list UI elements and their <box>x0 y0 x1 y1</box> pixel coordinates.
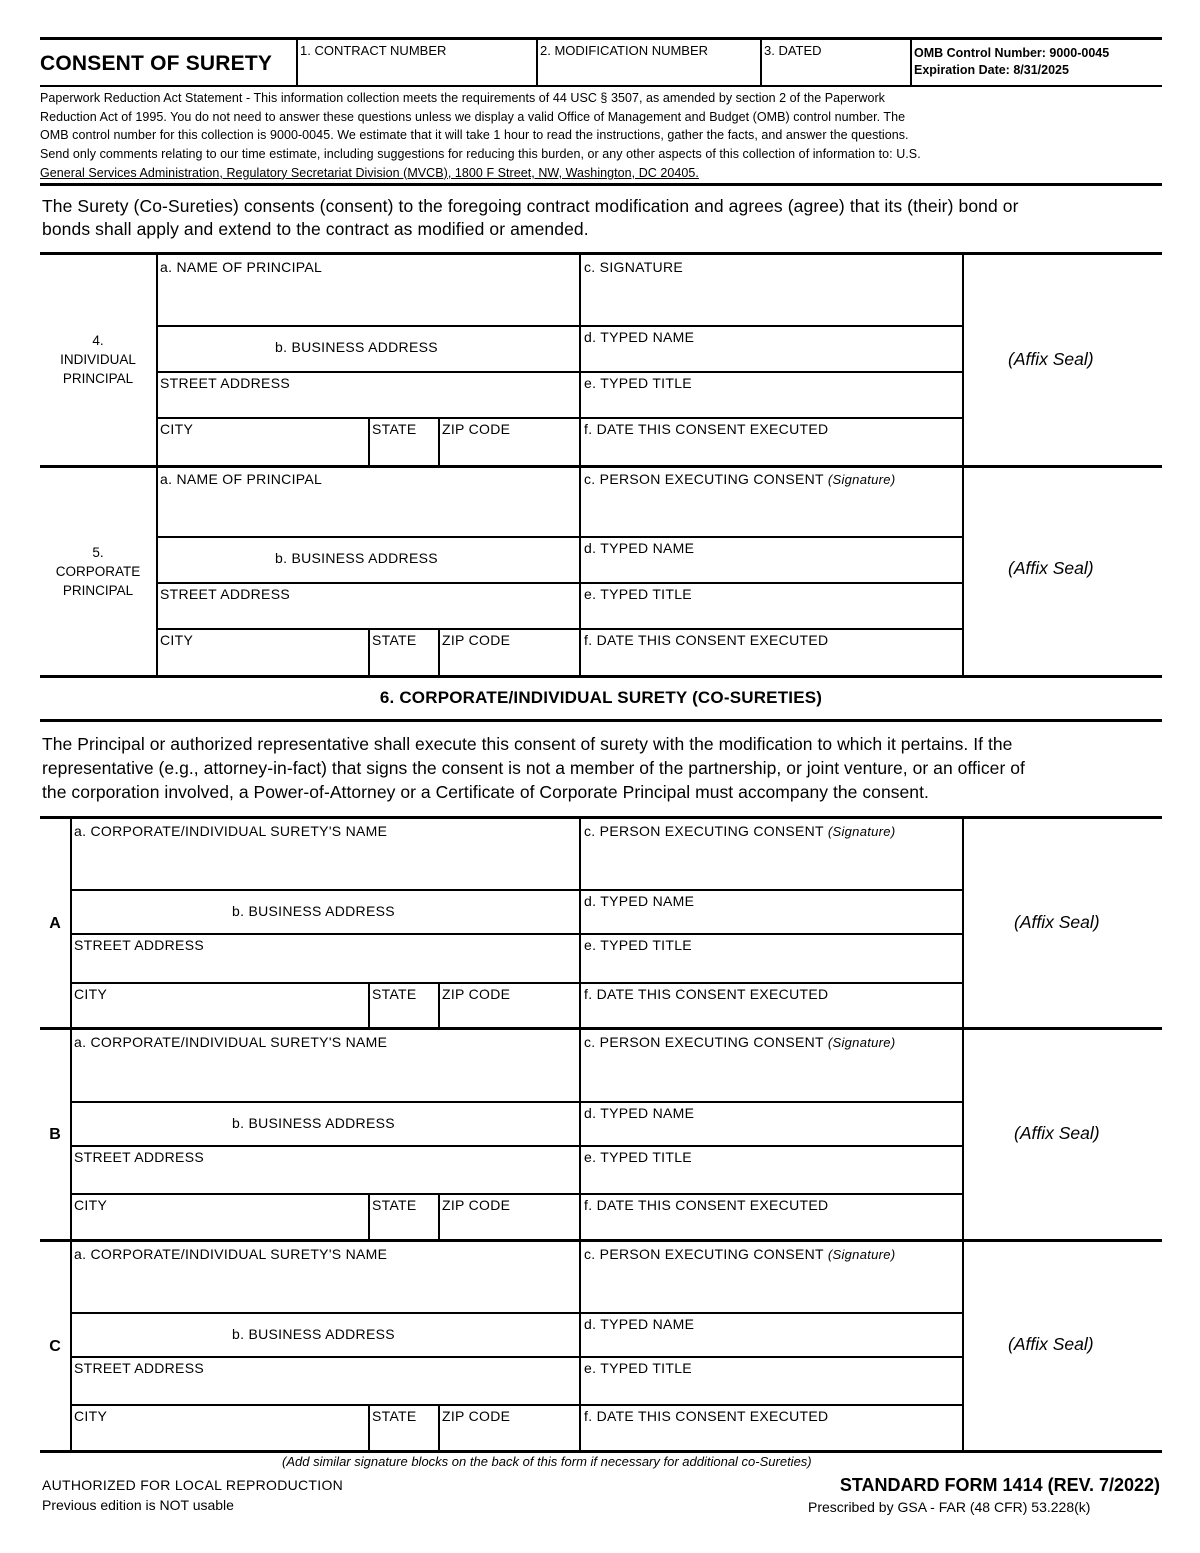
surety-name-field[interactable]: a. CORPORATE/INDIVIDUAL SURETY'S NAME <box>74 1034 388 1051</box>
surety-letter: C <box>49 1337 61 1355</box>
block-label: 4. INDIVIDUAL PRINCIPAL <box>60 333 136 387</box>
person-executing-field[interactable]: c. PERSON EXECUTING CONSENT (Signature) <box>584 470 896 487</box>
business-address-label: b. BUSINESS ADDRESS <box>232 1115 395 1132</box>
expiration-date: Expiration Date: 8/31/2025 <box>914 63 1069 77</box>
consent-line: bonds shall apply and extend to the contract as modified or amended. <box>42 218 589 239</box>
pra-line: Paperwork Reduction Act Statement - This information collection meets the requirements of 44 USC § 3507, as amended by section 2 of the Paperwork <box>40 91 885 105</box>
dated-label: 3. DATED <box>764 43 822 58</box>
city-field[interactable]: CITY <box>74 986 108 1003</box>
modification-number-field[interactable] <box>536 40 760 85</box>
form-header <box>40 37 1162 87</box>
person-executing-field[interactable]: c. PERSON EXECUTING CONSENT (Signature) <box>584 1246 896 1263</box>
typed-name-field[interactable]: d. TYPED NAME <box>584 1316 695 1333</box>
city-field[interactable]: CITY <box>74 1408 108 1425</box>
previous-edition-note: Previous edition is NOT usable <box>42 1497 234 1514</box>
street-address-field[interactable]: STREET ADDRESS <box>160 585 290 602</box>
omb-control-number: OMB Control Number: 9000-0045 <box>914 46 1110 60</box>
paperwork-reduction-statement <box>40 89 1162 183</box>
city-field[interactable]: CITY <box>160 420 194 437</box>
individual-principal-block <box>40 252 1162 465</box>
city-field[interactable]: CITY <box>160 631 194 648</box>
surety-name-field[interactable]: a. CORPORATE/INDIVIDUAL SURETY'S NAME <box>74 823 388 840</box>
principal-name-field[interactable]: a. NAME OF PRINCIPAL <box>160 258 323 275</box>
consent-statement <box>40 186 1162 252</box>
form-page <box>40 37 1162 1533</box>
date-executed-field[interactable]: f. DATE THIS CONSENT EXECUTED <box>584 1408 829 1425</box>
authorized-reproduction: AUTHORIZED FOR LOCAL REPRODUCTION <box>42 1477 344 1494</box>
typed-name-field[interactable]: d. TYPED NAME <box>584 328 695 345</box>
affix-seal-area: (Affix Seal) <box>1014 912 1100 933</box>
street-address-field[interactable]: STREET ADDRESS <box>74 1360 204 1377</box>
business-address-label: b. BUSINESS ADDRESS <box>232 903 395 920</box>
street-address-field[interactable]: STREET ADDRESS <box>74 1149 204 1166</box>
typed-title-field[interactable]: e. TYPED TITLE <box>584 937 692 954</box>
affix-seal-area: (Affix Seal) <box>1008 348 1094 369</box>
consent-line: The Surety (Co-Sureties) consents (consent) to the foregoing contract modification and agrees (agree) that its (their) bond or <box>42 195 1019 216</box>
typed-name-field[interactable]: d. TYPED NAME <box>584 893 695 910</box>
omb-info <box>910 40 1162 85</box>
section6-instructions: The Principal or authorized representative shall execute this consent of surety with the modification to which it pertains. If the representative (e.g., attorney-in-fact) that signs the consent is not a member of the partnership, or joint venture, or an officer of the corporation involved, a Power-of-Attorney or a Certificate of Corporate Principal must accompany the consent. <box>40 719 1162 817</box>
state-field[interactable]: STATE <box>372 420 417 437</box>
surety-block-b <box>40 1027 1162 1239</box>
state-field[interactable]: STATE <box>372 1408 417 1425</box>
pra-line: Reduction Act of 1995. You do not need to answer these questions unless we display a valid Office of Management and Budget (OMB) control number. The <box>40 109 906 124</box>
state-field[interactable]: STATE <box>372 986 417 1003</box>
form-identifier: STANDARD FORM 1414 (REV. 7/2022) <box>839 1475 1160 1496</box>
surety-letter: B <box>49 1126 61 1144</box>
business-address-label: b. BUSINESS ADDRESS <box>275 549 438 566</box>
surety-block-c <box>40 1239 1162 1450</box>
state-field[interactable]: STATE <box>372 1197 417 1214</box>
typed-title-field[interactable]: e. TYPED TITLE <box>584 585 692 602</box>
person-executing-field[interactable]: c. PERSON EXECUTING CONSENT (Signature) <box>584 1034 896 1051</box>
affix-seal-area: (Affix Seal) <box>1008 1334 1094 1355</box>
contract-number-field[interactable] <box>296 40 536 85</box>
pra-line: General Services Administration, Regulatory Secretariat Division (MVCB), 1800 F Street, NW, Washington, DC 20405. <box>40 165 699 180</box>
surety-block-a <box>40 816 1162 1027</box>
zip-code-field[interactable]: ZIP CODE <box>442 631 511 648</box>
contract-number-label: 1. CONTRACT NUMBER <box>300 43 447 58</box>
affix-seal-area: (Affix Seal) <box>1008 557 1094 578</box>
additional-blocks-note: (Add similar signature blocks on the back of this form if necessary for additional co-Sureties) <box>282 1454 812 1470</box>
state-field[interactable]: STATE <box>372 631 417 648</box>
street-address-field[interactable]: STREET ADDRESS <box>74 937 204 954</box>
block-label: 5. CORPORATE PRINCIPAL <box>55 544 141 598</box>
typed-name-field[interactable]: d. TYPED NAME <box>584 539 695 556</box>
zip-code-field[interactable]: ZIP CODE <box>442 1408 511 1425</box>
principal-name-field[interactable]: a. NAME OF PRINCIPAL <box>160 470 323 487</box>
zip-code-field[interactable]: ZIP CODE <box>442 1197 511 1214</box>
date-executed-field[interactable]: f. DATE THIS CONSENT EXECUTED <box>584 631 829 648</box>
date-executed-field[interactable]: f. DATE THIS CONSENT EXECUTED <box>584 420 829 437</box>
form-footer <box>40 1450 1162 1533</box>
affix-seal-area: (Affix Seal) <box>1014 1123 1100 1144</box>
business-address-label: b. BUSINESS ADDRESS <box>275 338 438 355</box>
typed-title-field[interactable]: e. TYPED TITLE <box>584 1360 692 1377</box>
zip-code-field[interactable]: ZIP CODE <box>442 420 511 437</box>
typed-title-field[interactable]: e. TYPED TITLE <box>584 374 692 391</box>
business-address-label: b. BUSINESS ADDRESS <box>232 1326 395 1343</box>
date-executed-field[interactable]: f. DATE THIS CONSENT EXECUTED <box>584 986 829 1003</box>
street-address-field[interactable]: STREET ADDRESS <box>160 374 290 391</box>
signature-field[interactable]: c. SIGNATURE <box>584 258 684 275</box>
surety-letter: A <box>49 914 61 932</box>
typed-name-field[interactable]: d. TYPED NAME <box>584 1105 695 1122</box>
corporate-principal-block <box>40 465 1162 675</box>
surety-name-field[interactable]: a. CORPORATE/INDIVIDUAL SURETY'S NAME <box>74 1246 388 1263</box>
form-title: CONSENT OF SURETY <box>40 52 273 75</box>
section6-heading: 6. CORPORATE/INDIVIDUAL SURETY (CO-SURETIES) <box>40 675 1162 719</box>
modification-number-label: 2. MODIFICATION NUMBER <box>540 43 709 58</box>
typed-title-field[interactable]: e. TYPED TITLE <box>584 1149 692 1166</box>
prescribed-by: Prescribed by GSA - FAR (48 CFR) 53.228(k) <box>808 1499 1091 1516</box>
person-executing-field[interactable]: c. PERSON EXECUTING CONSENT (Signature) <box>584 823 896 840</box>
pra-line: Send only comments relating to our time estimate, including suggestions for reducing this burden, or any other aspects of this collection of information to: U.S. <box>40 147 921 162</box>
pra-line: OMB control number for this collection is 9000-0045. We estimate that it will take 1 hour to read the instructions, gather the facts, and answer the questions. <box>40 128 909 143</box>
city-field[interactable]: CITY <box>74 1197 108 1214</box>
zip-code-field[interactable]: ZIP CODE <box>442 986 511 1003</box>
dated-field[interactable] <box>760 40 910 85</box>
date-executed-field[interactable]: f. DATE THIS CONSENT EXECUTED <box>584 1197 829 1214</box>
